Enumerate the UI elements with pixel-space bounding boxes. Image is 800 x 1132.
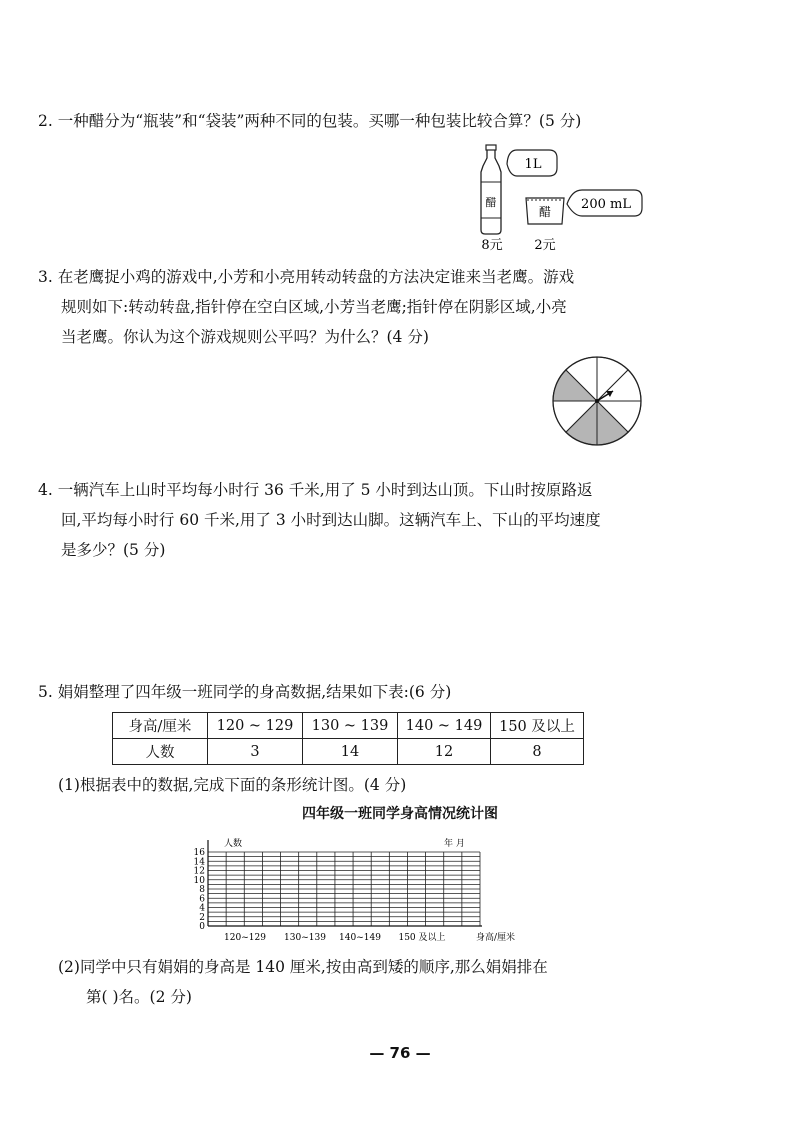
bag-volume: 200 mL (581, 197, 631, 212)
bag-icon (526, 198, 564, 224)
bag-price: 2元 (534, 238, 556, 252)
table-cell: 人数 (113, 739, 208, 765)
question-3 (38, 262, 574, 352)
y-tick-label: 2 (199, 912, 205, 923)
question-4 (38, 475, 601, 565)
y-tick-label: 12 (193, 866, 205, 877)
bag-label: 醋 (538, 205, 552, 219)
spinner-figure (549, 353, 645, 449)
x-category-label: 150 及以上 (398, 933, 446, 943)
x-category-label: 130~139 (284, 933, 326, 943)
table-cell: 3 (208, 739, 303, 765)
table-row (113, 713, 584, 739)
table-header-cell: 120 ~ 129 (208, 713, 303, 739)
chart-x-axis-label: 身高/厘米 (476, 933, 516, 943)
chart-y-ticks (194, 848, 206, 932)
bottle-icon (481, 145, 501, 234)
y-tick-label: 16 (193, 848, 205, 858)
question-3-line-3: 当老鹰。你认为这个游戏规则公平吗？为什么？(4 分) (61, 328, 429, 346)
y-tick-label: 0 (199, 922, 205, 932)
bar-chart-grid (190, 834, 570, 946)
question-5 (38, 677, 451, 707)
question-2-text: 2. 一种醋分为“瓶装”和“袋装”两种不同的包装。买哪一种包装比较合算？(5 分) (38, 112, 582, 130)
table-cell: 14 (303, 739, 398, 765)
chart-grid (208, 852, 480, 926)
bottle-label: 醋 (485, 196, 497, 209)
chart-y-axis-label: 人数 (224, 839, 243, 849)
y-tick-label: 10 (193, 875, 205, 886)
chart-axes (208, 840, 482, 926)
question-5-part-2-line-1: (2)同学中只有娟娟的身高是 140 厘米,按由高到矮的顺序,那么娟娟排在 (58, 958, 548, 976)
y-tick-label: 14 (193, 857, 205, 868)
bottle-price: 8元 (481, 238, 503, 252)
table-header-cell: 130 ~ 139 (303, 713, 398, 739)
question-4-line-1: 4. 一辆汽车上山时平均每小时行 36 千米,用了 5 小时到达山顶。下山时按原路返 (38, 481, 593, 499)
chart-title: 四年级一班同学身高情况统计图 (302, 806, 498, 822)
table-header-cell: 身高/厘米 (113, 713, 208, 739)
question-4-line-2: 回,平均每小时行 60 千米,用了 3 小时到达山脚。这辆汽车上、下山的平均速度 (61, 511, 601, 529)
bottle-volume: 1L (524, 157, 542, 172)
y-tick-label: 4 (199, 903, 205, 914)
question-3-line-1: 3. 在老鹰捉小鸡的游戏中,小芳和小亮用转动转盘的方法决定谁来当老鹰。游戏 (38, 268, 575, 286)
y-tick-label: 8 (199, 885, 205, 895)
question-4-line-3: 是多少？(5 分) (61, 541, 166, 559)
table-row (113, 739, 584, 765)
question-2 (38, 106, 581, 136)
question-5-part-1-text: (1)根据表中的数据,完成下面的条形统计图。(4 分) (58, 776, 407, 794)
question-3-line-2: 规则如下:转动转盘,指针停在空白区域,小芳当老鹰;指针停在阴影区域,小亮 (61, 298, 567, 316)
table-cell: 8 (491, 739, 584, 765)
table-cell: 12 (398, 739, 491, 765)
table-header-cell: 150 及以上 (491, 713, 584, 739)
chart-x-categories (224, 931, 445, 943)
chart-date-label: 年 月 (444, 839, 465, 849)
page-number: — 76 — (369, 1044, 431, 1062)
vinegar-figure (470, 142, 650, 252)
question-5-part-2-line-2: 第( )名。(2 分) (86, 988, 192, 1006)
table-header-cell: 140 ~ 149 (398, 713, 491, 739)
x-category-label: 140~149 (339, 933, 381, 943)
x-category-label: 120~129 (224, 933, 266, 943)
question-5-part-1 (58, 770, 406, 800)
question-5-intro: 5. 娟娟整理了四年级一班同学的身高数据,结果如下表:(6 分) (38, 683, 452, 701)
question-5-part-2 (58, 952, 548, 1012)
height-data-table (112, 712, 584, 765)
y-tick-label: 6 (199, 894, 205, 905)
